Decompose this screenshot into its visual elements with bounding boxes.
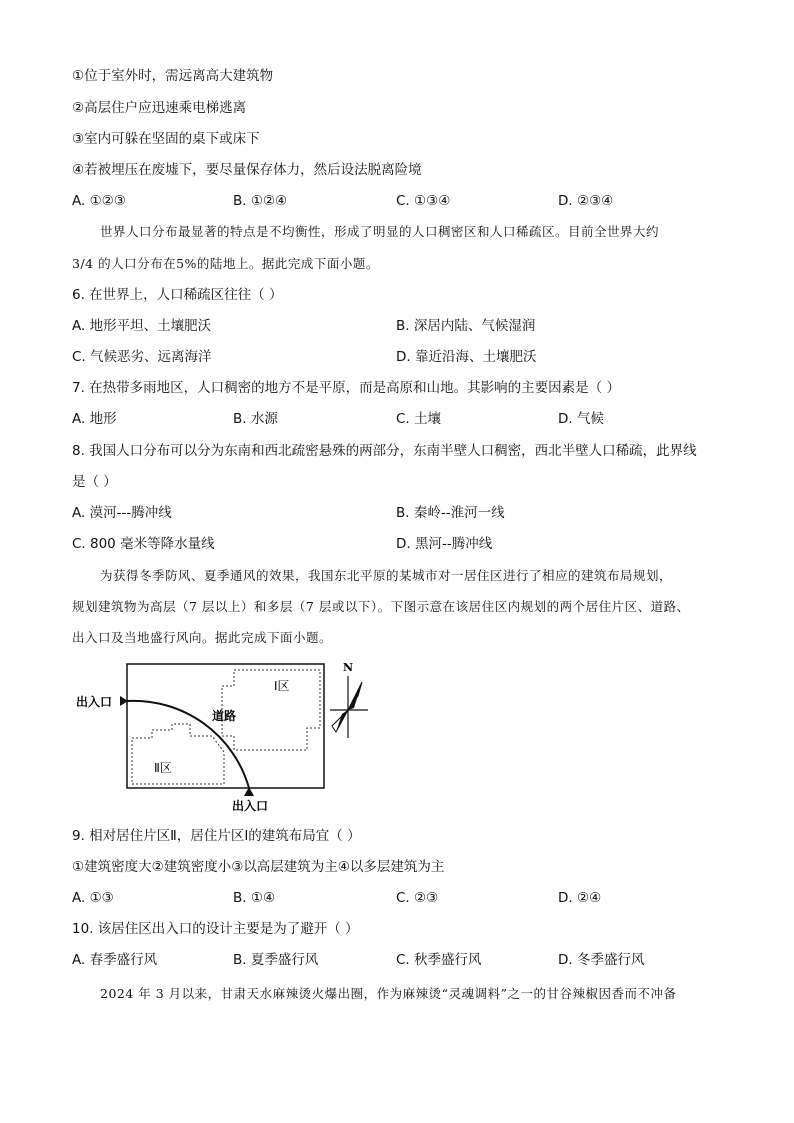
q8-stem-line2: 是（ ） (72, 474, 117, 490)
bottom-entrance-label: 出入口 (232, 799, 269, 813)
q6-option-a: A. 地形平坦、土壤肥沃 (72, 318, 212, 334)
q6-option-d: D. 靠近沿海、土壤肥沃 (396, 349, 537, 365)
q10-option-b: B. 夏季盛行风 (233, 952, 319, 968)
q9-stem: 9. 相对居住片区Ⅱ，居住片区Ⅰ的建筑布局宜（ ） (72, 828, 361, 844)
q10-option-d: D. 冬季盛行风 (558, 952, 645, 968)
q5-statement-3: ③室内可躲在坚固的桌下或床下 (72, 131, 260, 147)
residential-area-map (72, 656, 392, 816)
zone-2-outline (132, 724, 224, 784)
passage1-line2: 3/4 的人口分布在5%的陆地上。据此完成下面小题。 (72, 256, 379, 271)
q7-option-c: C. 土壤 (396, 411, 442, 427)
q5-statement-2: ②高层住户应迅速乘电梯逃离 (72, 100, 247, 116)
north-label: N (343, 661, 354, 674)
left-entrance-label: 出入口 (76, 695, 113, 709)
q9-option-b: B. ①④ (233, 890, 276, 906)
q8-option-c: C. 800 毫米等降水量线 (72, 536, 215, 552)
q7-stem: 7. 在热带多雨地区，人口稠密的地方不是平原，而是高原和山地。其影响的主要因素是（ ） (72, 380, 620, 396)
passage2-line2: 规划建筑物为高层（7 层以上）和多层（7 层或以下）。下图示意在该居住区内规划的两个居住片区、道路、 (72, 599, 690, 614)
zone-1-outline (222, 670, 320, 750)
q10-option-a: A. 春季盛行风 (72, 952, 158, 968)
q6-option-b: B. 深居内陆、气候湿润 (396, 318, 536, 334)
q6-stem: 6. 在世界上，人口稀疏区往往（ ） (72, 287, 283, 303)
q10-stem: 10. 该居住区出入口的设计主要是为了避开（ ） (72, 921, 359, 937)
zone-1-label: Ⅰ区 (274, 679, 290, 693)
q7-option-b: B. 水源 (233, 411, 278, 427)
passage2-line1: 为获得冬季防风、夏季通风的效果，我国东北平原的某城市对一居住区进行了相应的建筑布局规划， (100, 568, 673, 583)
zone-2-label: Ⅱ区 (154, 761, 172, 775)
passage2-line3: 出入口及当地盛行风向。据此完成下面小题。 (72, 630, 333, 645)
q5-option-d: D. ②③④ (558, 193, 614, 209)
q8-option-a: A. 漠河---腾冲线 (72, 505, 172, 521)
q5-statement-4: ④若被埋压在废墟下，要尽量保存体力，然后设法脱离险境 (72, 162, 422, 178)
q10-option-c: C. 秋季盛行风 (396, 952, 482, 968)
q5-option-a: A. ①②③ (72, 193, 126, 209)
q7-option-a: A. 地形 (72, 411, 117, 427)
q5-option-c: C. ①③④ (396, 193, 451, 209)
q6-option-c: C. 气候恶劣、远离海洋 (72, 349, 212, 365)
q7-option-d: D. 气候 (558, 411, 604, 427)
q8-option-d: D. 黑河--腾冲线 (396, 536, 493, 552)
q9-option-c: C. ②③ (396, 890, 439, 906)
road-label: 道路 (212, 709, 237, 723)
q5-statement-1: ①位于室外时，需远离高大建筑物 (72, 68, 274, 84)
q5-option-b: B. ①②④ (233, 193, 288, 209)
q8-option-b: B. 秦岭--淮河一线 (396, 505, 505, 521)
q9-option-d: D. ②④ (558, 890, 602, 906)
wind-rose-icon (330, 676, 368, 738)
passage3-line1: 2024 年 3 月以来，甘肃天水麻辣烫火爆出圈，作为麻辣烫“灵魂调料”之一的甘谷辣椒因香而不冲备 (100, 986, 677, 1001)
q9-option-a: A. ①③ (72, 890, 114, 906)
q9-statements: ①建筑密度大②建筑密度小③以高层建筑为主④以多层建筑为主 (72, 859, 445, 875)
passage1-line1: 世界人口分布最显著的特点是不均衡性，形成了明显的人口稠密区和人口稀疏区。目前全世界大约 (100, 224, 660, 239)
q8-stem-line1: 8. 我国人口分布可以分为东南和西北疏密悬殊的两部分，东南半壁人口稠密，西北半壁人口稀疏，此界线 (72, 443, 697, 459)
